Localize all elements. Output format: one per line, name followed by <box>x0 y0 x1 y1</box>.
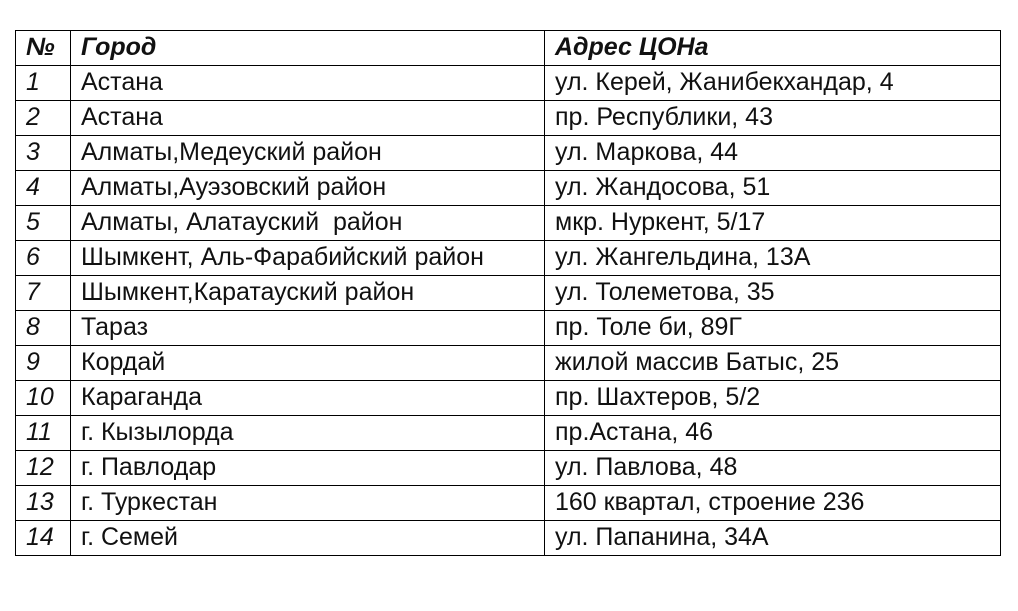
header-city: Город <box>71 31 545 66</box>
con-address-table <box>15 30 1001 556</box>
table-row <box>16 101 1001 136</box>
row-city: г. Павлодар <box>71 451 545 486</box>
row-city: Тараз <box>71 311 545 346</box>
row-address: ул. Толеметова, 35 <box>545 276 1001 311</box>
row-city: Караганда <box>71 381 545 416</box>
row-number: 10 <box>16 381 71 416</box>
table-row <box>16 206 1001 241</box>
row-address: пр. Толе би, 89Г <box>545 311 1001 346</box>
table-row <box>16 66 1001 101</box>
header-number: № <box>16 31 71 66</box>
row-city: г. Кызылорда <box>71 416 545 451</box>
row-city: Шымкент, Аль-Фарабийский район <box>71 241 545 276</box>
table-row <box>16 346 1001 381</box>
row-city: Кордай <box>71 346 545 381</box>
table-row <box>16 241 1001 276</box>
table-row <box>16 416 1001 451</box>
row-address: ул. Павлова, 48 <box>545 451 1001 486</box>
row-number: 3 <box>16 136 71 171</box>
row-number: 5 <box>16 206 71 241</box>
row-city: г. Семей <box>71 521 545 556</box>
row-number: 9 <box>16 346 71 381</box>
row-address: пр. Республики, 43 <box>545 101 1001 136</box>
row-address: ул. Маркова, 44 <box>545 136 1001 171</box>
row-city: Алматы,Медеуский район <box>71 136 545 171</box>
row-address: жилой массив Батыс, 25 <box>545 346 1001 381</box>
table-row <box>16 276 1001 311</box>
row-city: Шымкент,Каратауский район <box>71 276 545 311</box>
row-address: ул. Жандосова, 51 <box>545 171 1001 206</box>
row-number: 12 <box>16 451 71 486</box>
row-city: г. Туркестан <box>71 486 545 521</box>
row-address: пр. Шахтеров, 5/2 <box>545 381 1001 416</box>
row-city: Алматы,Ауэзовский район <box>71 171 545 206</box>
table-row <box>16 171 1001 206</box>
table-row <box>16 381 1001 416</box>
header-address: Адрес ЦОНа <box>545 31 1001 66</box>
row-number: 6 <box>16 241 71 276</box>
row-number: 13 <box>16 486 71 521</box>
row-address: ул. Керей, Жанибекхандар, 4 <box>545 66 1001 101</box>
row-address: ул. Жангельдина, 13А <box>545 241 1001 276</box>
row-city: Алматы, Алатауский район <box>71 206 545 241</box>
row-number: 8 <box>16 311 71 346</box>
row-number: 4 <box>16 171 71 206</box>
row-address: пр.Астана, 46 <box>545 416 1001 451</box>
row-address: мкр. Нуркент, 5/17 <box>545 206 1001 241</box>
row-city: Астана <box>71 66 545 101</box>
row-number: 2 <box>16 101 71 136</box>
table-header-row <box>16 31 1001 66</box>
table-row <box>16 521 1001 556</box>
table-row <box>16 451 1001 486</box>
row-number: 11 <box>16 416 71 451</box>
row-number: 14 <box>16 521 71 556</box>
row-city: Астана <box>71 101 545 136</box>
table-row <box>16 486 1001 521</box>
row-address: 160 квартал, строение 236 <box>545 486 1001 521</box>
row-number: 7 <box>16 276 71 311</box>
row-address: ул. Папанина, 34А <box>545 521 1001 556</box>
table-row <box>16 311 1001 346</box>
table-row <box>16 136 1001 171</box>
row-number: 1 <box>16 66 71 101</box>
